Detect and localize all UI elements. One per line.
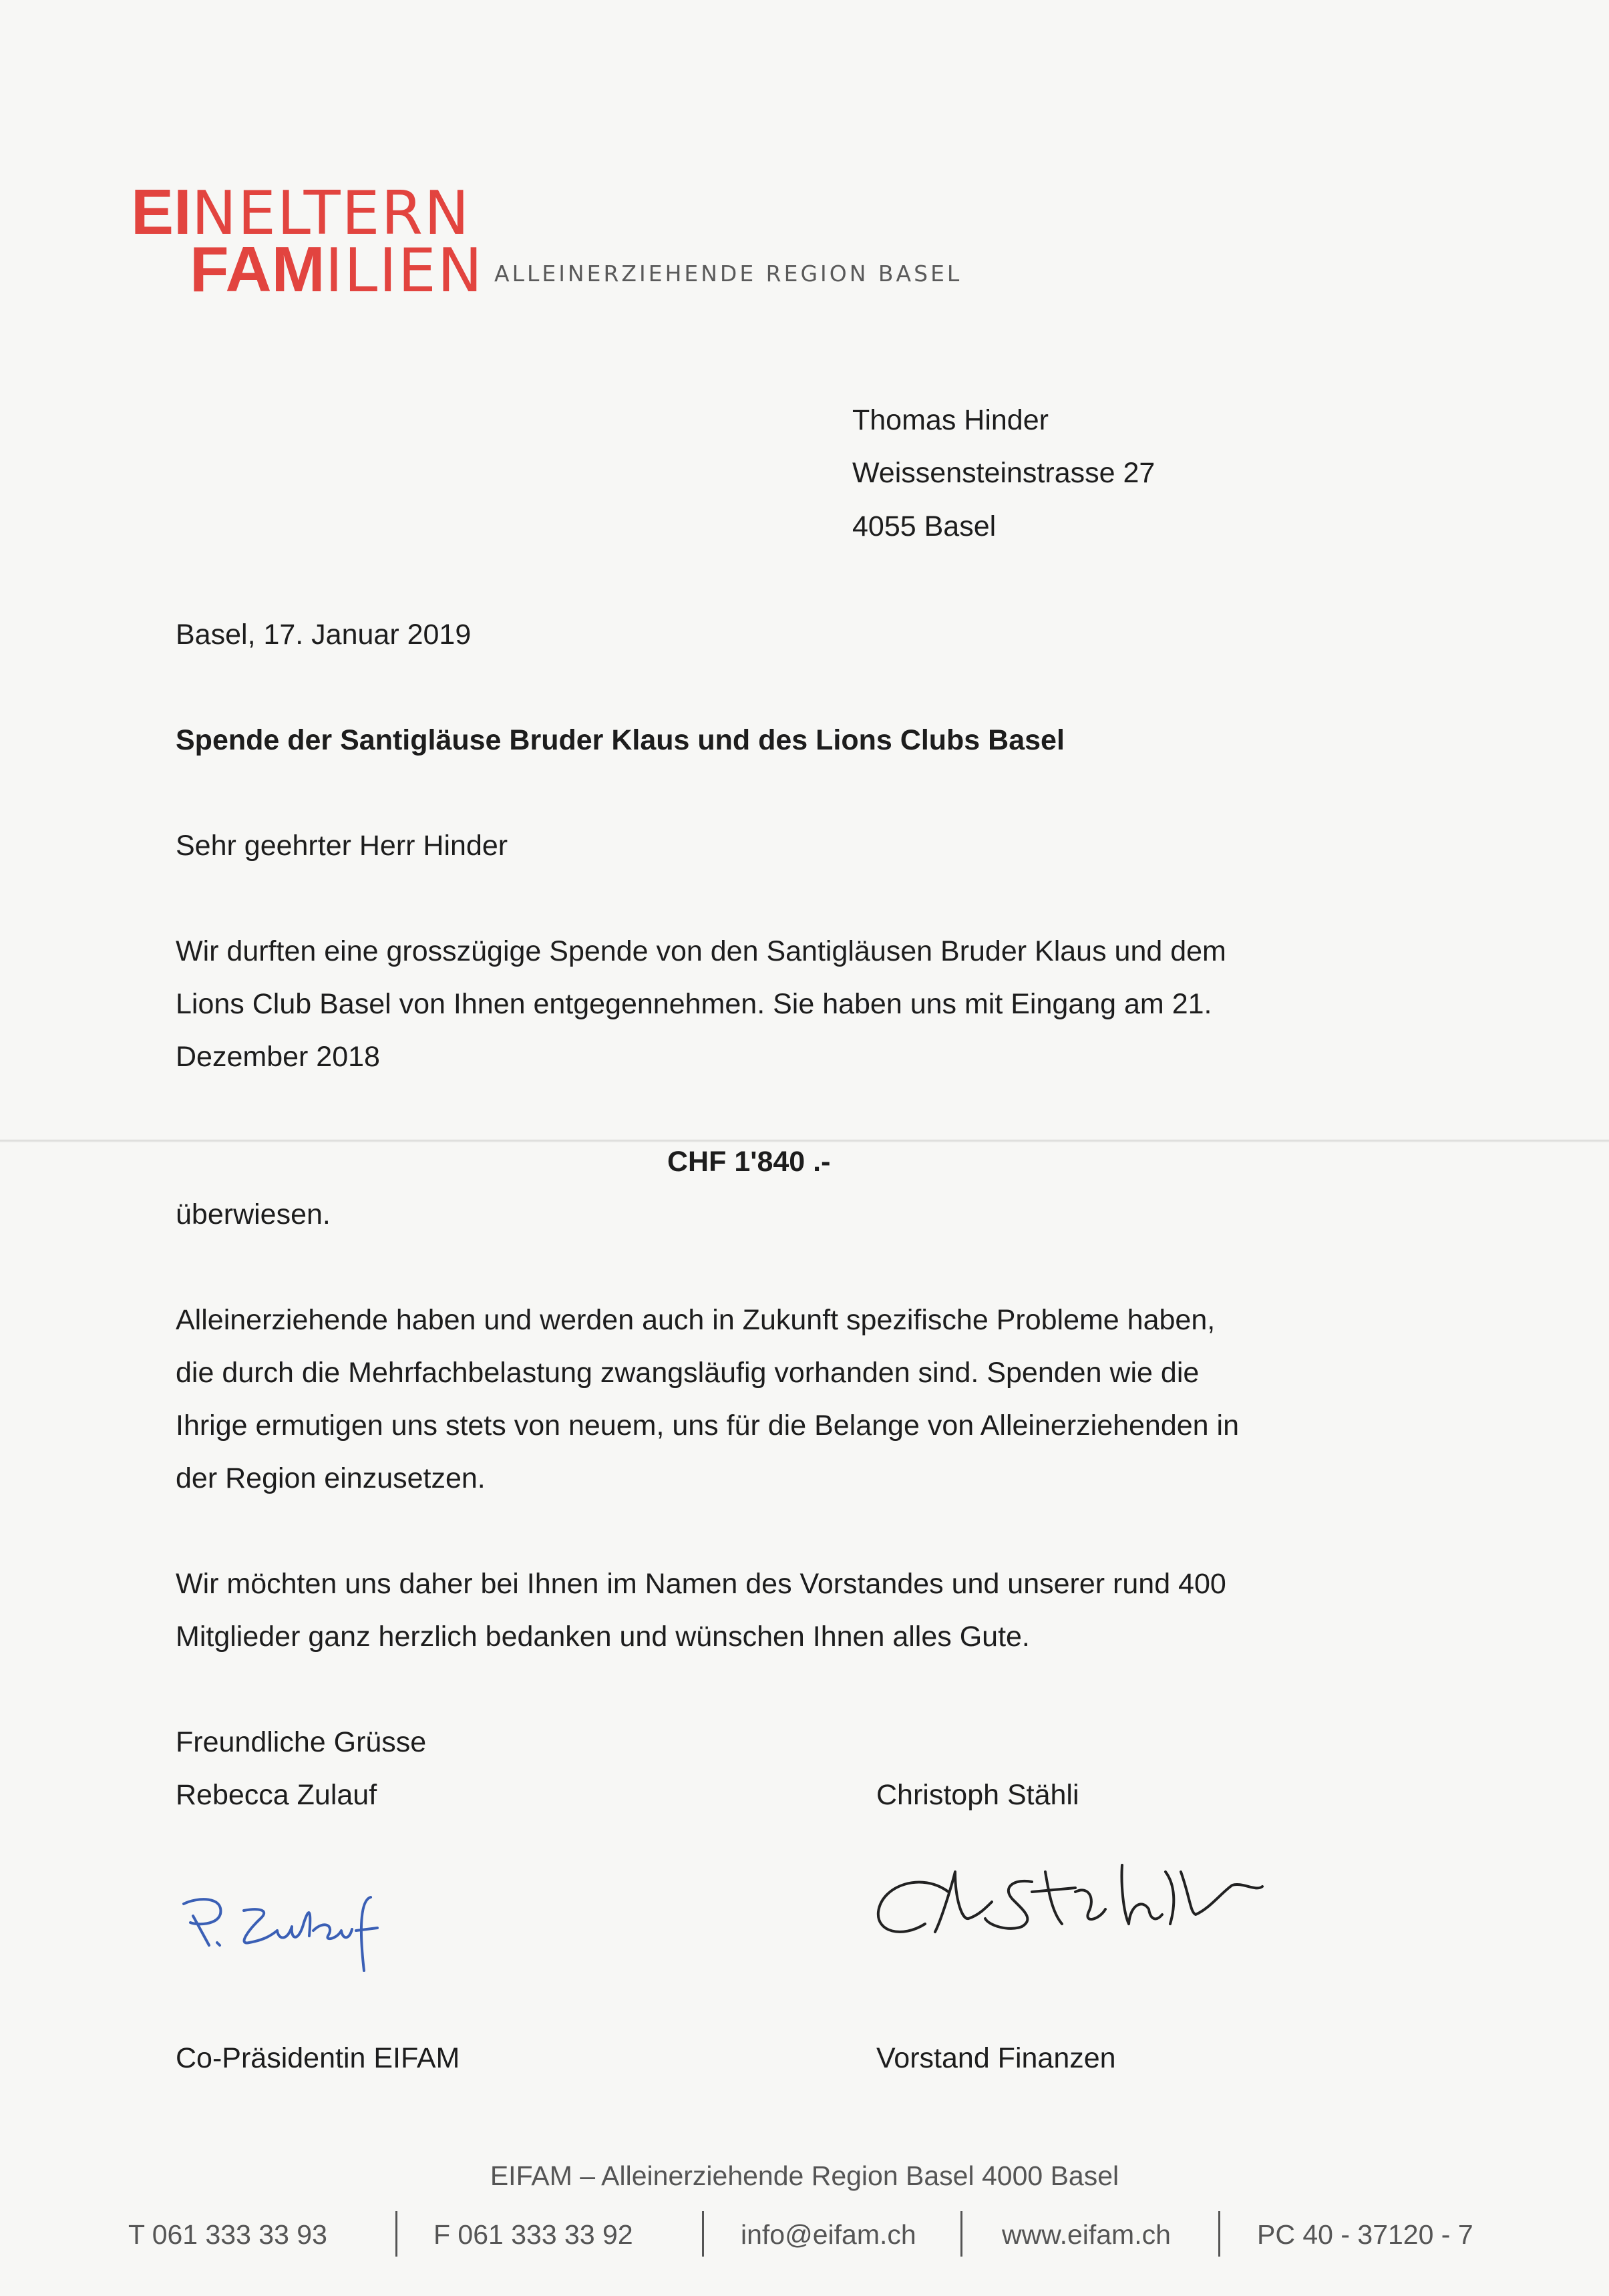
signatory-right-name: Christoph Stähli bbox=[876, 1779, 1079, 1811]
paragraph-2-line: Ihrige ermutigen uns stets von neuem, uns für die Belange von Alleinerziehenden in bbox=[176, 1410, 1240, 1442]
logo-line-2-thin: ILIEN bbox=[325, 236, 484, 306]
paragraph-3-line: Wir möchten uns daher bei Ihnen im Namen des Vorstandes und unserer rund 400 bbox=[176, 1568, 1226, 1600]
logo-line-2 bbox=[190, 234, 484, 306]
recipient-city: 4055 Basel bbox=[852, 510, 997, 542]
logo-tagline: ALLEINERZIEHENDE REGION BASEL bbox=[494, 261, 962, 287]
paragraph-1-line: Dezember 2018 bbox=[176, 1041, 380, 1073]
donation-amount: CHF 1'840 .- bbox=[667, 1146, 831, 1178]
recipient-name: Thomas Hinder bbox=[852, 404, 1049, 436]
letter-subject: Spende der Santigläuse Bruder Klaus und des Lions Clubs Basel bbox=[176, 724, 1065, 756]
paragraph-1-line: Lions Club Basel von Ihnen entgegennehmen. Sie haben uns mit Eingang am 21. bbox=[176, 988, 1212, 1020]
footer-phone: T 061 333 33 93 bbox=[128, 2219, 327, 2250]
signatory-left-role: Co-Präsidentin EIFAM bbox=[176, 2042, 460, 2074]
footer-email[interactable]: info@eifam.ch bbox=[741, 2219, 916, 2250]
recipient-street: Weissensteinstrasse 27 bbox=[852, 457, 1155, 489]
signature-r-zulauf bbox=[170, 1884, 401, 1974]
closing: Freundliche Grüsse bbox=[176, 1726, 427, 1758]
logo-line-1-thin: NELTERN bbox=[191, 178, 471, 249]
paragraph-2-line: der Region einzusetzen. bbox=[176, 1462, 486, 1494]
paragraph-3-line: Mitglieder ganz herzlich bedanken und wünschen Ihnen alles Gute. bbox=[176, 1621, 1030, 1653]
paragraph-1-end: überwiesen. bbox=[176, 1198, 331, 1231]
paragraph-1-line: Wir durften eine grosszügige Spende von den Santigläusen Bruder Klaus und dem bbox=[176, 935, 1226, 967]
paper-fold-line bbox=[0, 1140, 1609, 1142]
signature-c-staehli bbox=[862, 1845, 1276, 1952]
footer-fax: F 061 333 33 92 bbox=[433, 2219, 633, 2250]
place-date: Basel, 17. Januar 2019 bbox=[176, 619, 472, 651]
footer-divider bbox=[960, 2211, 962, 2257]
footer-postal-account: PC 40 - 37120 - 7 bbox=[1257, 2219, 1473, 2250]
footer-divider bbox=[395, 2211, 397, 2257]
paragraph-2-line: Alleinerziehende haben und werden auch in Zukunft spezifische Probleme haben, bbox=[176, 1304, 1216, 1336]
footer-divider bbox=[1218, 2211, 1220, 2257]
logo-line-2-bold: FAM bbox=[190, 234, 325, 305]
salutation: Sehr geehrter Herr Hinder bbox=[176, 830, 508, 862]
logo-line-1-bold: EI bbox=[131, 176, 192, 248]
signatory-right-role: Vorstand Finanzen bbox=[876, 2042, 1116, 2074]
paragraph-2-line: die durch die Mehrfachbelastung zwangsläufig vorhanden sind. Spenden wie die bbox=[176, 1357, 1200, 1389]
footer-divider bbox=[702, 2211, 704, 2257]
footer-address: EIFAM – Alleinerziehende Region Basel 4000 Basel bbox=[490, 2160, 1119, 2191]
footer-website[interactable]: www.eifam.ch bbox=[1002, 2219, 1171, 2250]
signatory-left-name: Rebecca Zulauf bbox=[176, 1779, 377, 1811]
